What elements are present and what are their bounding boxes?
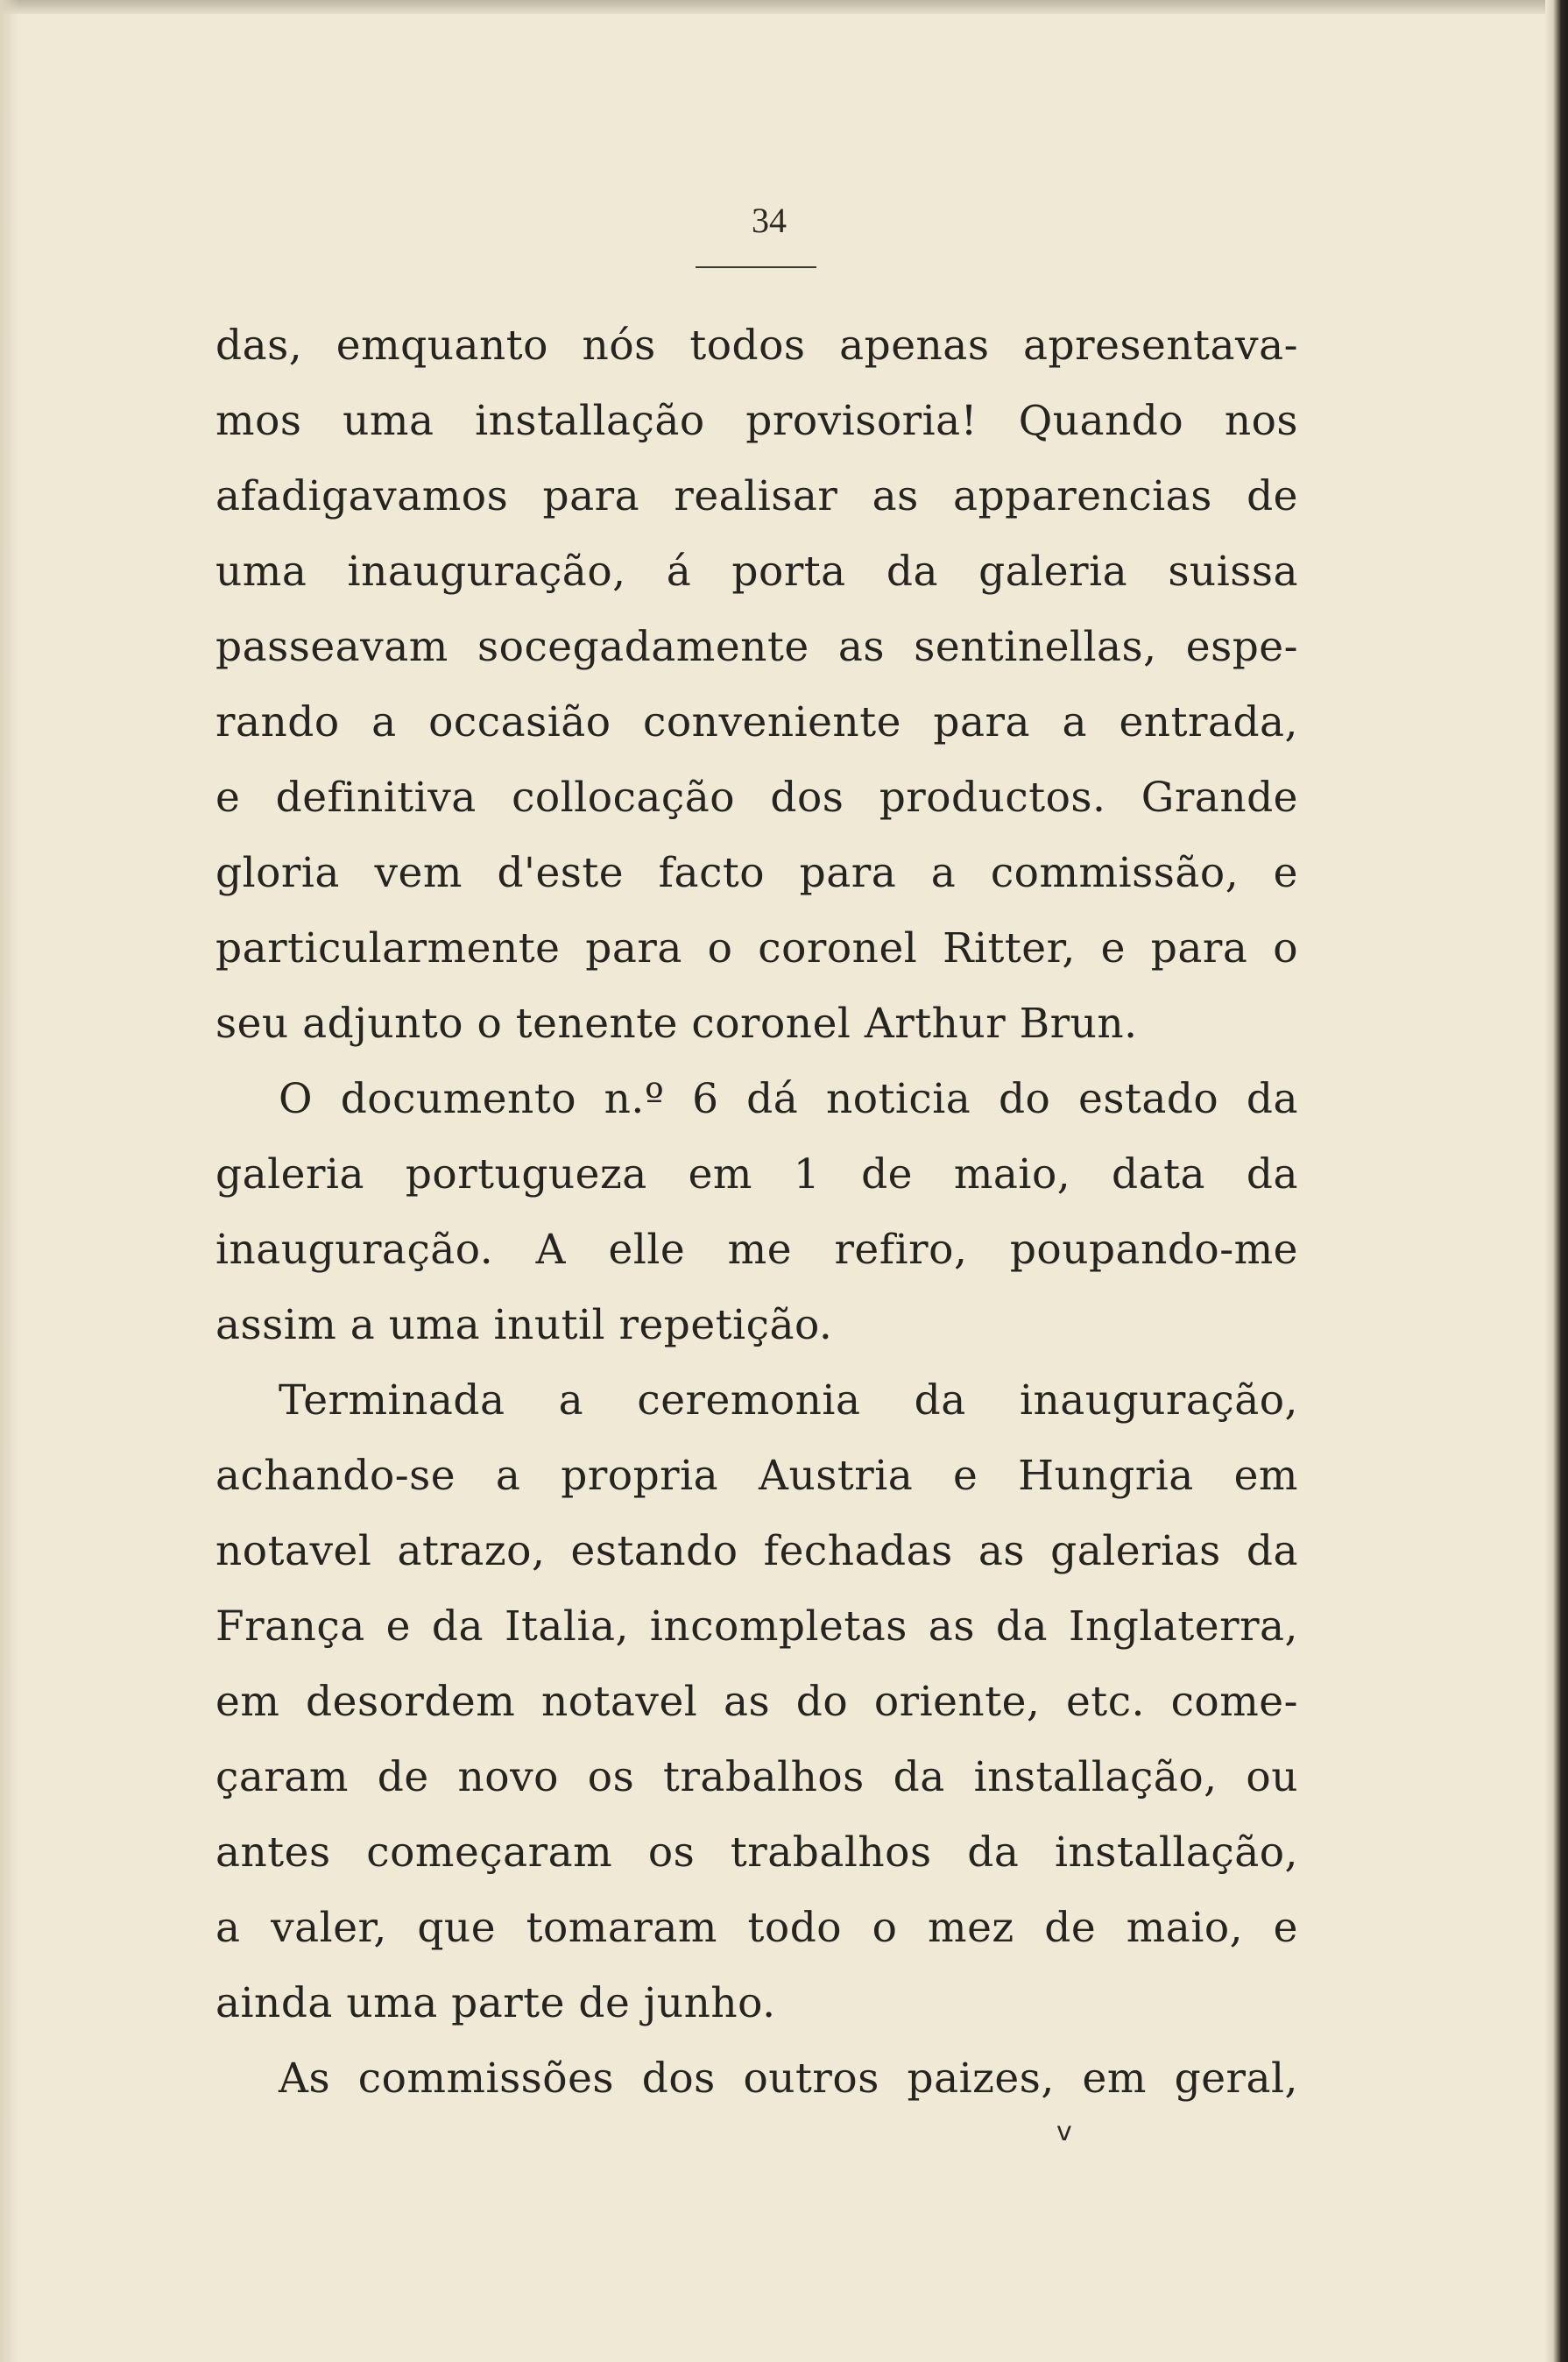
text-line: das, emquanto nós todos apenas apresentava- (215, 322, 1298, 370)
left-edge-shadow (0, 0, 19, 2362)
text-line: O documento n.º 6 dá noticia do estado da (279, 1075, 1298, 1123)
text-line: particularmente para o coronel Ritter, e para o (215, 924, 1298, 972)
text-line: As commissões dos outros paizes, em geral, (279, 2054, 1298, 2103)
text-line: seu adjunto o tenente coronel Arthur Brun. (215, 1000, 1138, 1048)
text-line: rando a occasião conveniente para a entrada, (215, 698, 1298, 746)
text-line: em desordem notavel as do oriente, etc. come- (215, 1678, 1298, 1726)
text-line: França e da Italia, incompletas as da Inglaterra, (215, 1602, 1298, 1651)
page-number: 34 (752, 201, 787, 240)
text-line: afadigavamos para realisar as apparencias de (215, 472, 1298, 520)
top-edge-shadow (0, 0, 1568, 14)
text-line: a valer, que tomaram todo o mez de maio, e (215, 1904, 1298, 1952)
text-line: uma inauguração, á porta da galeria suissa (215, 548, 1298, 596)
text-line: inauguração. A elle me refiro, poupando-me (215, 1226, 1298, 1274)
text-line: antes começaram os trabalhos da installação, (215, 1828, 1298, 1877)
text-line: passeavam socegadamente as sentinellas, espe- (215, 623, 1298, 671)
header-rule (696, 266, 816, 268)
text-line: e definitiva collocação dos productos. Grande (215, 774, 1298, 822)
catchword-mark: v (1056, 2117, 1072, 2147)
text-line: galeria portugueza em 1 de maio, data da (215, 1150, 1298, 1199)
text-line: Terminada a ceremonia da inauguração, (279, 1376, 1298, 1425)
text-line: assim a uma inutil repetição. (215, 1301, 833, 1349)
text-line: mos uma installação provisoria! Quando nos (215, 397, 1298, 445)
text-line: achando-se a propria Austria e Hungria em (215, 1452, 1298, 1500)
binding-edge (1545, 0, 1568, 2362)
text-line: ainda uma parte de junho. (215, 1979, 776, 2027)
body-text (215, 308, 1298, 2117)
text-line: gloria vem d'este facto para a commissão, e (215, 849, 1298, 897)
text-line: notavel atrazo, estando fechadas as galerias da (215, 1527, 1298, 1575)
text-line: çaram de novo os trabalhos da installação, ou (215, 1753, 1298, 1801)
